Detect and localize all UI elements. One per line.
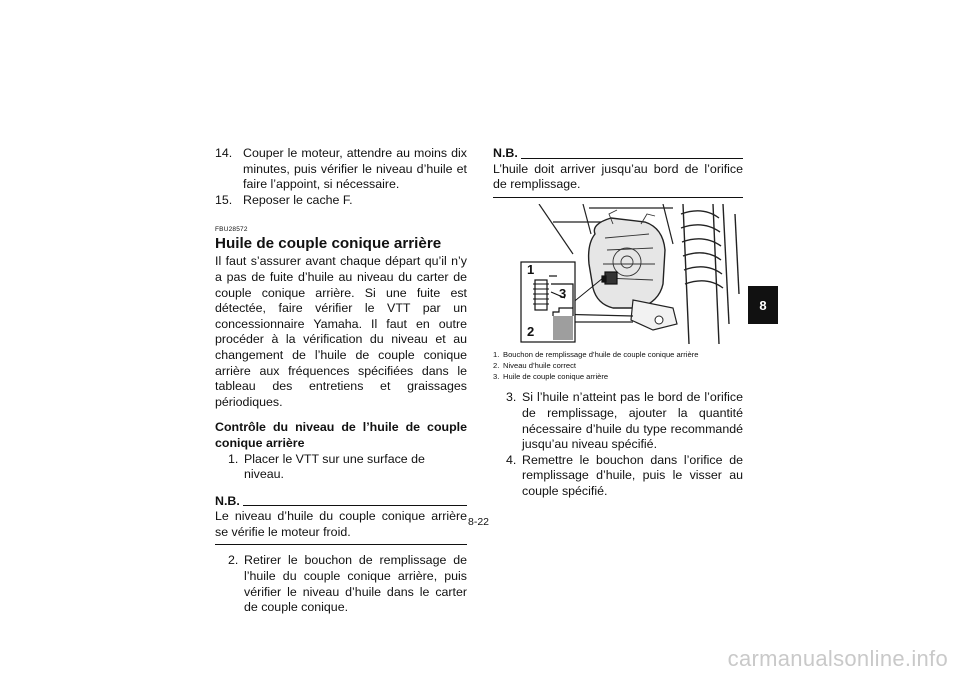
note-text: L’huile doit arriver jusqu’au bord de l’orifice de remplissage. [493, 162, 743, 198]
subheading: Contrôle du niveau de l’huile de couple conique arrière [215, 420, 467, 450]
step-text: Placer le VTT sur une surface de niveau. [244, 451, 425, 482]
step-text: Reposer le cache F. [243, 192, 353, 207]
step-2 [215, 553, 467, 615]
step-text: Couper le moteur, attendre au moins dix minutes, puis vérifier le niveau d’huile et faire l’appoint, si nécessaire. [243, 146, 467, 192]
caption-text: Niveau d’huile correct [503, 360, 577, 370]
intro-paragraph: Il faut s’assurer avant chaque départ qu’il n’y a pas de fuite d’huile au niveau du carter de couple conique arrière. Si une fuite est détectée, faire vérifier le VTT par un concessionnaire Yamaha. Il faut en outre procéder à la vérification du niveau et au changement de l’huile de couple conique arrière aux fréquences spécifiées dans le tableau des entretiens et graissages périodiques. [215, 254, 467, 409]
caption-item [493, 349, 743, 360]
caption-text: Bouchon de remplissage d’huile de couple conique arrière [503, 349, 699, 359]
note-rule [521, 158, 743, 159]
note-heading [215, 494, 467, 510]
note-heading [493, 146, 743, 162]
watermark: carmanualsonline.info [727, 646, 948, 671]
note-rule [243, 505, 467, 506]
step-14 [215, 146, 467, 193]
figure-captions [493, 349, 743, 383]
step-number: 14. [215, 146, 233, 160]
step-text: Si l’huile n’atteint pas le bord de l’orifice de remplissage, ajouter la quantité nécessaire d’huile du type recommandé jusqu’au niveau spécifié. [522, 390, 743, 452]
caption-text: Huile de couple conique arrière [503, 372, 609, 382]
step-4 [493, 453, 743, 500]
caption-item [493, 360, 743, 371]
note-block [215, 494, 467, 546]
callout-3: 3 [559, 285, 567, 301]
note-text: Le niveau d’huile du couple conique arrière se vérifie le moteur froid. [215, 509, 467, 545]
caption-number: 3. [493, 372, 500, 382]
note-block [493, 146, 743, 198]
step-text: Retirer le bouchon de remplissage de l’huile du couple conique arrière, puis vérifier le niveau d’huile dans le carter de couple conique. [244, 553, 467, 615]
differential-drawing [513, 204, 741, 344]
step-text: Remettre le bouchon dans l’orifice de remplissage d’huile, puis le visser au couple spécifié. [522, 452, 743, 498]
step-number: 1. [228, 451, 239, 466]
caption-number: 1. [493, 349, 500, 359]
step-number: 3. [506, 390, 517, 405]
caption-item [493, 371, 743, 382]
section-heading: Huile de couple conique arrière [215, 235, 442, 253]
callout-2: 2 [527, 323, 535, 339]
note-label: N.B. [493, 146, 518, 160]
callout-1: 1 [527, 261, 535, 277]
step-15 [215, 193, 467, 209]
step-number: 15. [215, 192, 233, 207]
chapter-tab: 8 [748, 286, 778, 324]
differential-illustration [513, 204, 741, 344]
caption-number: 2. [493, 360, 500, 370]
section-code: FBU28572 [215, 226, 248, 234]
left-column [215, 146, 467, 616]
step-number: 2. [228, 553, 239, 568]
note-label: N.B. [215, 493, 240, 508]
step-number: 4. [506, 452, 517, 467]
step-1 [215, 452, 467, 483]
right-column [493, 146, 743, 500]
page-number: 8-22 [468, 516, 490, 528]
step-3 [493, 390, 743, 452]
